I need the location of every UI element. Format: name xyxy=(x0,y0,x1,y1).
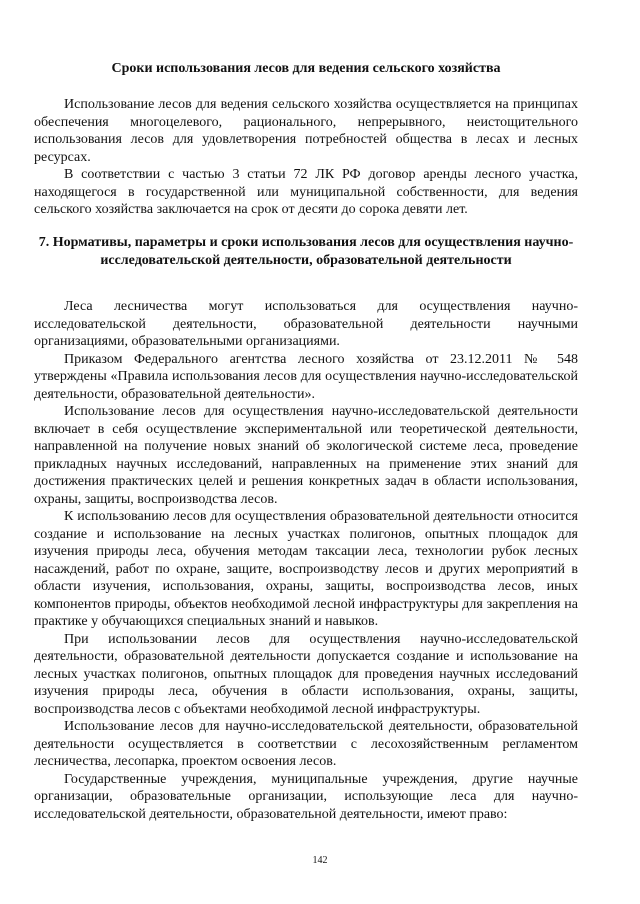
paragraph: При использовании лесов для осуществления научно-исследовательской деятельности, образовательной деятельности допускается создание и использование на лесных участках полигонов, опытных площадок для проведения научных исследований изучения природы леса, обучения в области использования, охраны, защиты, воспроизводства лесов с объектами необходимой лесной инфраструктуры. xyxy=(34,631,578,717)
paragraph: Леса лесничества могут использоваться для осуществления научно-исследовательской деятельности, образовательной деятельности научными организациями, образовательными организациями. xyxy=(34,299,578,349)
paragraph: Использование лесов для научно-исследовательской деятельности, образовательной деятельности осуществляется в соответствии с лесохозяйственным регламентом лесничества, лесопарка, проектом освоения лесов. xyxy=(34,719,578,769)
page-number: 142 xyxy=(312,855,328,866)
paragraph: Использование лесов для ведения сельского хозяйства осуществляется на принципах обеспечения многоцелевого, рационального, непрерывного, неистощительного использования лесов для удовлетворения потребностей общества в лесах и лесных ресурсах. xyxy=(34,97,578,165)
section-heading: Сроки использования лесов для ведения сельского хозяйства xyxy=(111,61,501,76)
chapter-heading: 7. Нормативы, параметры и сроки использования лесов для осуществления научно-исследовательской деятельности, образовательной деятельности xyxy=(38,235,574,268)
paragraph: Использование лесов для осуществления научно-исследовательской деятельности включает в себя осуществление экспериментальной или теоретической деятельности, направленной на получение новых знаний об экологической системе леса, проведение прикладных научных исследований, направленных на применение этих знаний для достижения практических целей и решения конкретных задач в области использования, охраны, защиты, воспроизводства лесов. xyxy=(34,404,578,507)
agriculture-text-block xyxy=(34,96,578,219)
paragraph: Государственные учреждения, муниципальные учреждения, другие научные организации, образовательные организации, использующие леса для научно-исследовательской деятельности, образовательной деятельности, имеют право: xyxy=(34,771,578,822)
paragraph: В соответствии с частью 3 статьи 72 ЛК РФ договор аренды лесного участка, находящегося в государственной или муниципальной собственности, для ведения сельского хозяйства заключается на срок от десяти до сорока девяти лет. xyxy=(34,167,578,217)
paragraph: К использованию лесов для осуществления образовательной деятельности относится создание и использование на лесных участках полигонов, опытных площадок для изучения природы леса, обучения методам таксации леса, технологии рубок лесных насаждений, работ по охране, защите, воспроизводству лесов и других мероприятий в области изучения, использования, охраны, защиты, воспроизводства лесов, иных компонентов природы, объектов необходимой лесной инфраструктуры для закрепления на практике у обучающихся специальных знаний и навыков. xyxy=(34,509,578,629)
paragraph: Приказом Федерального агентства лесного хозяйства от 23.12.2011 № 548 утверждены «Правила использования лесов для осуществления научно-исследовательской деятельности, образовательной деятельности». xyxy=(34,351,578,402)
research-text-block xyxy=(34,298,578,823)
